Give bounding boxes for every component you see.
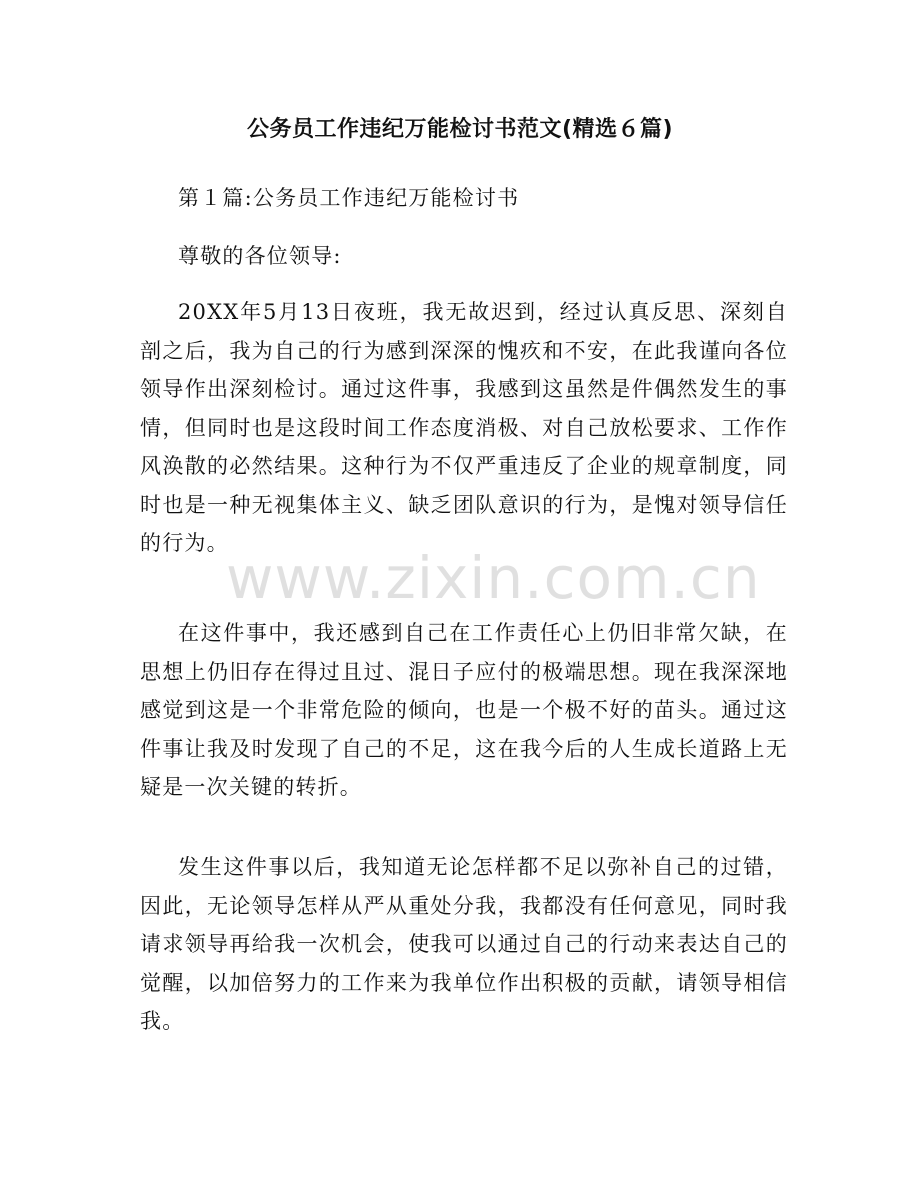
paragraph-2: 在这件事中，我还感到自己在工作责任心上仍旧非常欠缺，在思想上仍旧存在得过且过、混日子应付的极端思想。现在我深深地感觉到这是一个非常危险的倾向，也是一个极不好的苗头。通过这件事让我及时发现了自己的不足，这在我今后的人生成长道路上无疑是一次关键的转折。 [140, 621, 788, 799]
salutation: 尊敬的各位领导: [178, 244, 342, 268]
watermark: www.zixin.com.cn [226, 544, 761, 612]
document-title: 公务员工作违纪万能检讨书范文(精选６篇) [246, 117, 674, 142]
paragraph-3: 发生这件事以后，我知道无论怎样都不足以弥补自己的过错，因此，无论领导怎样从严从重处分我，我都没有任何意见，同时我请求领导再给我一次机会，使我可以通过自己的行动来表达自己的觉醒，以加倍努力的工作来为我单位作出积极的贡献，请领导相信我。 [140, 855, 788, 1033]
section-heading: 第１篇:公务员工作违纪万能检讨书 [178, 186, 520, 210]
paragraph-1: 20XX年5月13日夜班，我无故迟到，经过认真反思、深刻自剖之后，我为自己的行为感到深深的愧疚和不安，在此我谨向各位领导作出深刻检讨。通过这件事，我感到这虽然是件偶然发生的事情，但同时也是这段时间工作态度消极、对自己放松要求、工作作风涣散的必然结果。这种行为不仅严重违反了企业的规章制度，同时也是一种无视集体主义、缺乏团队意识的行为，是愧对领导信任的行为。 [140, 300, 788, 555]
